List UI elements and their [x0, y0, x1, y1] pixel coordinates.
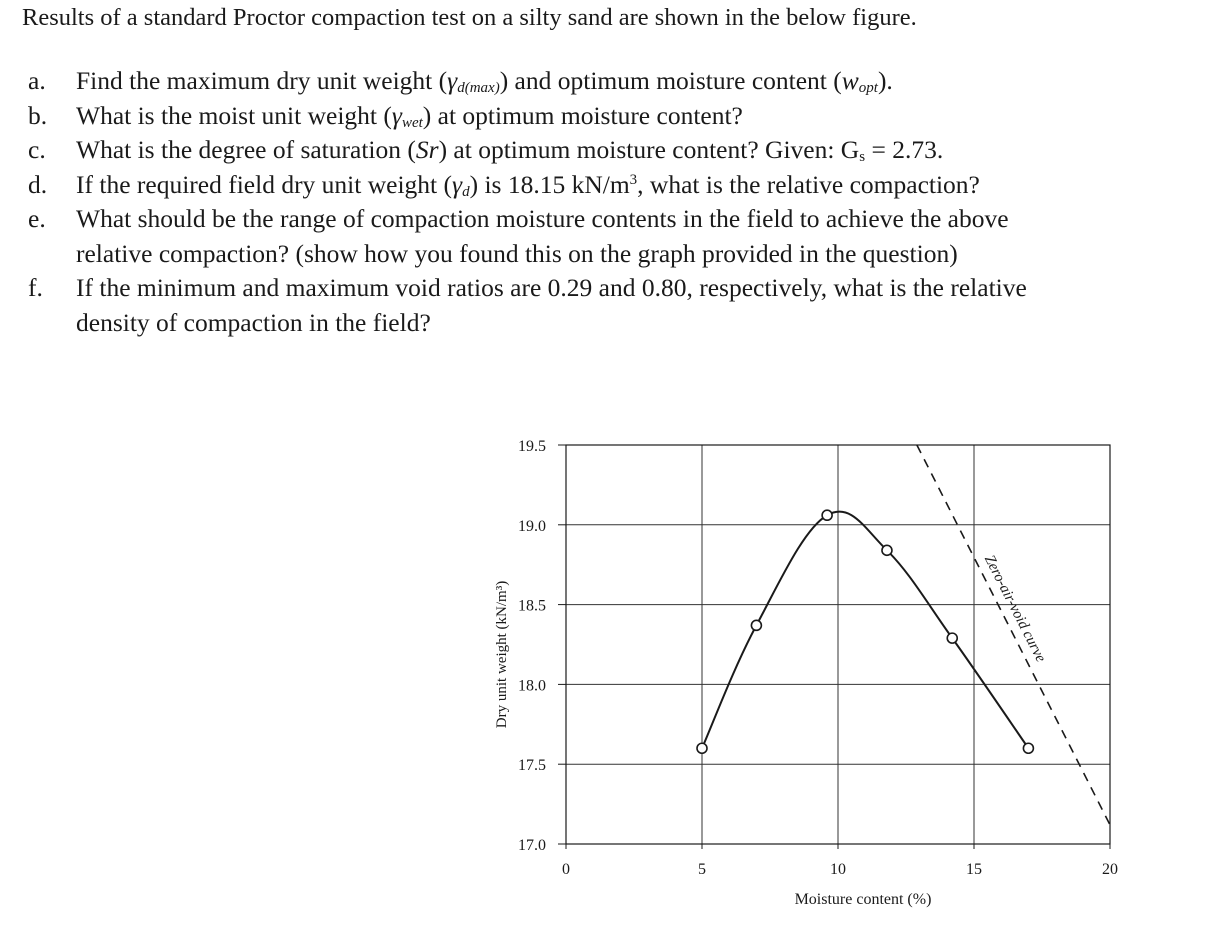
question-text [76, 64, 1198, 99]
text-segment: w [841, 66, 859, 95]
question-item [28, 133, 1198, 168]
question-marker: b. [28, 100, 48, 130]
problem-intro: Results of a standard Proctor compaction test on a silty sand are shown in the below figure. [22, 4, 917, 31]
x-tick-label: 15 [966, 861, 982, 878]
question-line [76, 202, 1198, 237]
text-segment: , what is the relative compaction? [637, 169, 980, 199]
data-point-marker [697, 743, 707, 753]
question-text [76, 168, 1198, 203]
compaction-curve-series [697, 510, 1033, 753]
text-segment: γ [391, 100, 402, 130]
x-tick-label: 0 [562, 861, 570, 878]
text-segment: What should be the range of compaction moisture contents in the field to achieve the above [76, 204, 1009, 233]
zero-air-void-line [917, 445, 1110, 825]
question-marker: f. [28, 273, 43, 302]
x-tick-label: 10 [830, 861, 846, 878]
question-line [76, 237, 1198, 272]
axis-ticks [518, 438, 1118, 878]
y-tick-label: 17.0 [518, 837, 546, 854]
text-segment: ) at optimum moisture content? Given: G [438, 135, 860, 164]
text-segment: wet [401, 114, 423, 131]
data-point-marker [822, 510, 832, 520]
text-segment: relative compaction? (show how you found this on the graph provided in the question) [76, 238, 958, 268]
data-point-marker [882, 545, 892, 555]
text-segment: density of compaction in the field? [76, 307, 431, 337]
question-marker: c. [28, 135, 46, 164]
question-item [28, 202, 1198, 271]
question-marker: a. [28, 66, 46, 95]
data-point-marker [947, 633, 957, 643]
text-segment: d [462, 183, 470, 200]
question-line [76, 168, 1198, 203]
text-segment: = 2.73. [865, 135, 944, 164]
text-segment: ) and optimum moisture content ( [499, 66, 842, 95]
question-line [76, 64, 1198, 99]
x-axis-label: Moisture content (%) [794, 891, 932, 908]
question-marker: d. [28, 169, 48, 199]
zero-air-void-series [917, 445, 1110, 825]
text-segment: If the required field dry unit weight ( [76, 169, 453, 199]
y-tick-label: 19.5 [518, 438, 546, 455]
text-segment: γ [452, 169, 463, 199]
text-segment: Sr [415, 135, 439, 164]
question-item [28, 99, 1198, 134]
text-segment: s [859, 149, 866, 165]
y-tick-label: 18.0 [518, 677, 546, 695]
question-text [76, 271, 1198, 340]
data-point-marker [751, 620, 761, 630]
y-tick-label: 19.0 [518, 517, 546, 535]
y-tick-label: 17.5 [518, 757, 546, 775]
question-line [76, 271, 1198, 306]
question-item [28, 64, 1198, 99]
text-segment: d(max) [457, 80, 500, 96]
y-axis-label: Dry unit weight (kN/m³) [494, 580, 510, 729]
text-segment: What is the moist unit weight ( [76, 100, 392, 130]
text-segment: ) is 18.15 kN/m [469, 169, 630, 199]
question-line [76, 99, 1198, 134]
text-segment: What is the degree of saturation ( [76, 135, 416, 164]
compaction-curve-line [702, 512, 1028, 749]
y-tick-label: 18.5 [518, 597, 546, 615]
text-segment: ). [877, 66, 893, 95]
text-segment: opt [858, 80, 878, 96]
question-text [76, 99, 1198, 134]
question-text [76, 202, 1198, 271]
x-tick-label: 5 [698, 861, 706, 878]
text-segment: 3 [629, 171, 638, 188]
axis-labels [494, 553, 1049, 908]
zero-air-void-label: Zero-air-void curve [980, 552, 1049, 665]
question-marker: e. [28, 204, 46, 233]
text-segment: ) at optimum moisture content? [422, 100, 743, 130]
text-segment: γ [447, 66, 458, 95]
question-line [76, 306, 1198, 341]
proctor-compaction-chart [470, 425, 1130, 925]
x-tick-label: 20 [1102, 861, 1118, 878]
text-segment: If the minimum and maximum void ratios are 0.29 and 0.80, respectively, what is the relative [76, 273, 1027, 302]
question-line [76, 133, 1198, 168]
text-segment: Find the maximum dry unit weight ( [76, 66, 448, 95]
question-item [28, 271, 1198, 340]
data-point-marker [1023, 743, 1033, 753]
question-list [28, 64, 1198, 340]
question-item [28, 168, 1198, 203]
question-text [76, 133, 1198, 168]
